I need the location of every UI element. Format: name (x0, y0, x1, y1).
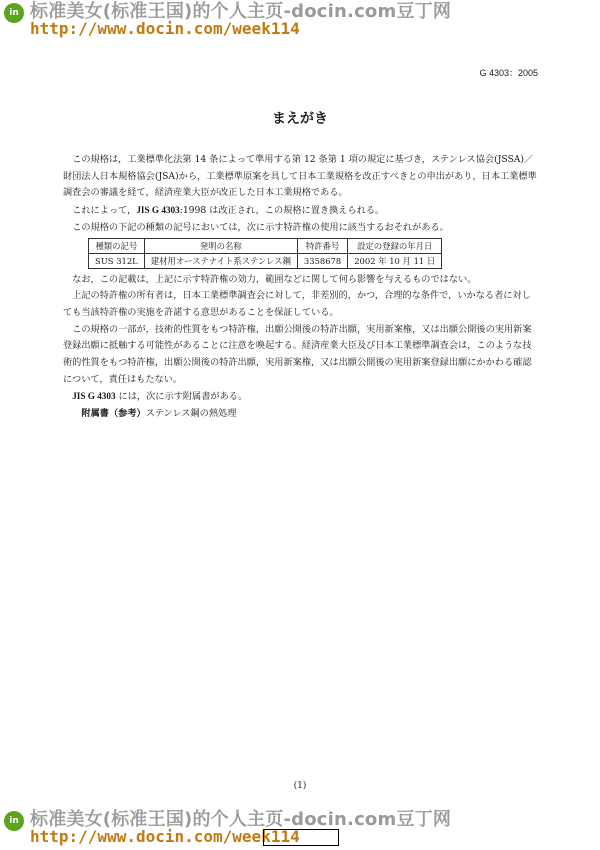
header-banner (0, 0, 600, 40)
appendix-label: 附属書（参考） (81, 408, 146, 420)
url-highlight-box (263, 829, 339, 846)
column-header: 種類の記号 (89, 238, 145, 253)
column-header: 特許番号 (297, 238, 347, 253)
docin-logo[interactable]: in (4, 811, 24, 831)
table-cell: 3358678 (297, 253, 347, 268)
page-number: (1) (293, 781, 307, 791)
banner-url-link[interactable]: http://www.docin.com/week114 (30, 19, 300, 38)
appendix-entry (63, 406, 538, 423)
table-row (89, 253, 442, 268)
jis-reference: JIS G 4303 (72, 391, 116, 402)
column-header: 発明の名称 (144, 238, 297, 253)
paragraph: この規格は，工業標準化法第 14 条によって準用する第 12 条第 1 項の規定に基づき，ステンレス協会(JSSA)／財団法人日本規格協会(JSA)から，工業標準原案を具して日本工業規格を改正すべきとの申出があり，日本工業標準調査会の審議を経て，経済産業大臣が改正した日本工業規格である。 (63, 154, 537, 199)
banner-url-link[interactable]: http://www.docin.com/week114 (30, 827, 300, 846)
docin-logo[interactable]: in (4, 3, 24, 23)
banner-title[interactable]: 标准美女(标准王国)的个人主页-docin.com豆丁网 (30, 809, 452, 830)
table-cell: 建材用オーステナイト系ステンレス鋼 (144, 253, 297, 268)
appendix-title: ステンレス鋼の熱処理 (145, 408, 237, 420)
paragraph: この規格の下記の種類の記号においては，次に示す特許権の使用に該当するおそれがある。 (72, 221, 449, 233)
table-cell: SUS 312L (89, 253, 145, 268)
banner-title[interactable]: 标准美女(标准王国)的个人主页-docin.com豆丁网 (30, 1, 452, 22)
document-code: G 4303：2005 (479, 68, 538, 78)
table-header-row (89, 238, 442, 253)
paragraph: 上記の特許権の所有者は，日本工業標準調査会に対して，非差別的，かつ，合理的な条件で，いかなる者に対しても当該特許権の実施を許諾する意思があることを保証している。 (63, 290, 531, 318)
foreword-body (63, 152, 538, 423)
paragraph-text: これによって， (72, 205, 137, 217)
jis-reference: JIS G 4303 (136, 205, 180, 216)
column-header: 設定の登録の年月日 (348, 238, 442, 253)
page-title: まえがき (272, 111, 328, 127)
paragraph-text: :1998 は改正され，この規格に置き換えられる。 (179, 205, 385, 217)
paragraph-text: には，次に示す附属書がある。 (115, 391, 248, 403)
paragraph: この規格の一部が，技術的性質をもつ特許権，出願公開後の特許出願，実用新案権，又は出願公開後の実用新案登録出願に抵触する可能性があることに注意を喚起する。経済産業大臣及び日本工業標準調査会は，このような技術的性質をもつ特許権，出願公開後の特許出願，実用新案権，又は出願公開後の実用新案登録出願にかかわる確認について，責任はもたない。 (63, 323, 532, 385)
paragraph: なお，この記載は，上記に示す特許権の効力，範囲などに関して何ら影響を与えるものではない。 (72, 273, 477, 285)
paragraph (63, 388, 538, 406)
paragraph (63, 202, 538, 220)
table-cell: 2002 年 10 月 11 日 (348, 253, 442, 268)
patent-table (88, 238, 442, 269)
